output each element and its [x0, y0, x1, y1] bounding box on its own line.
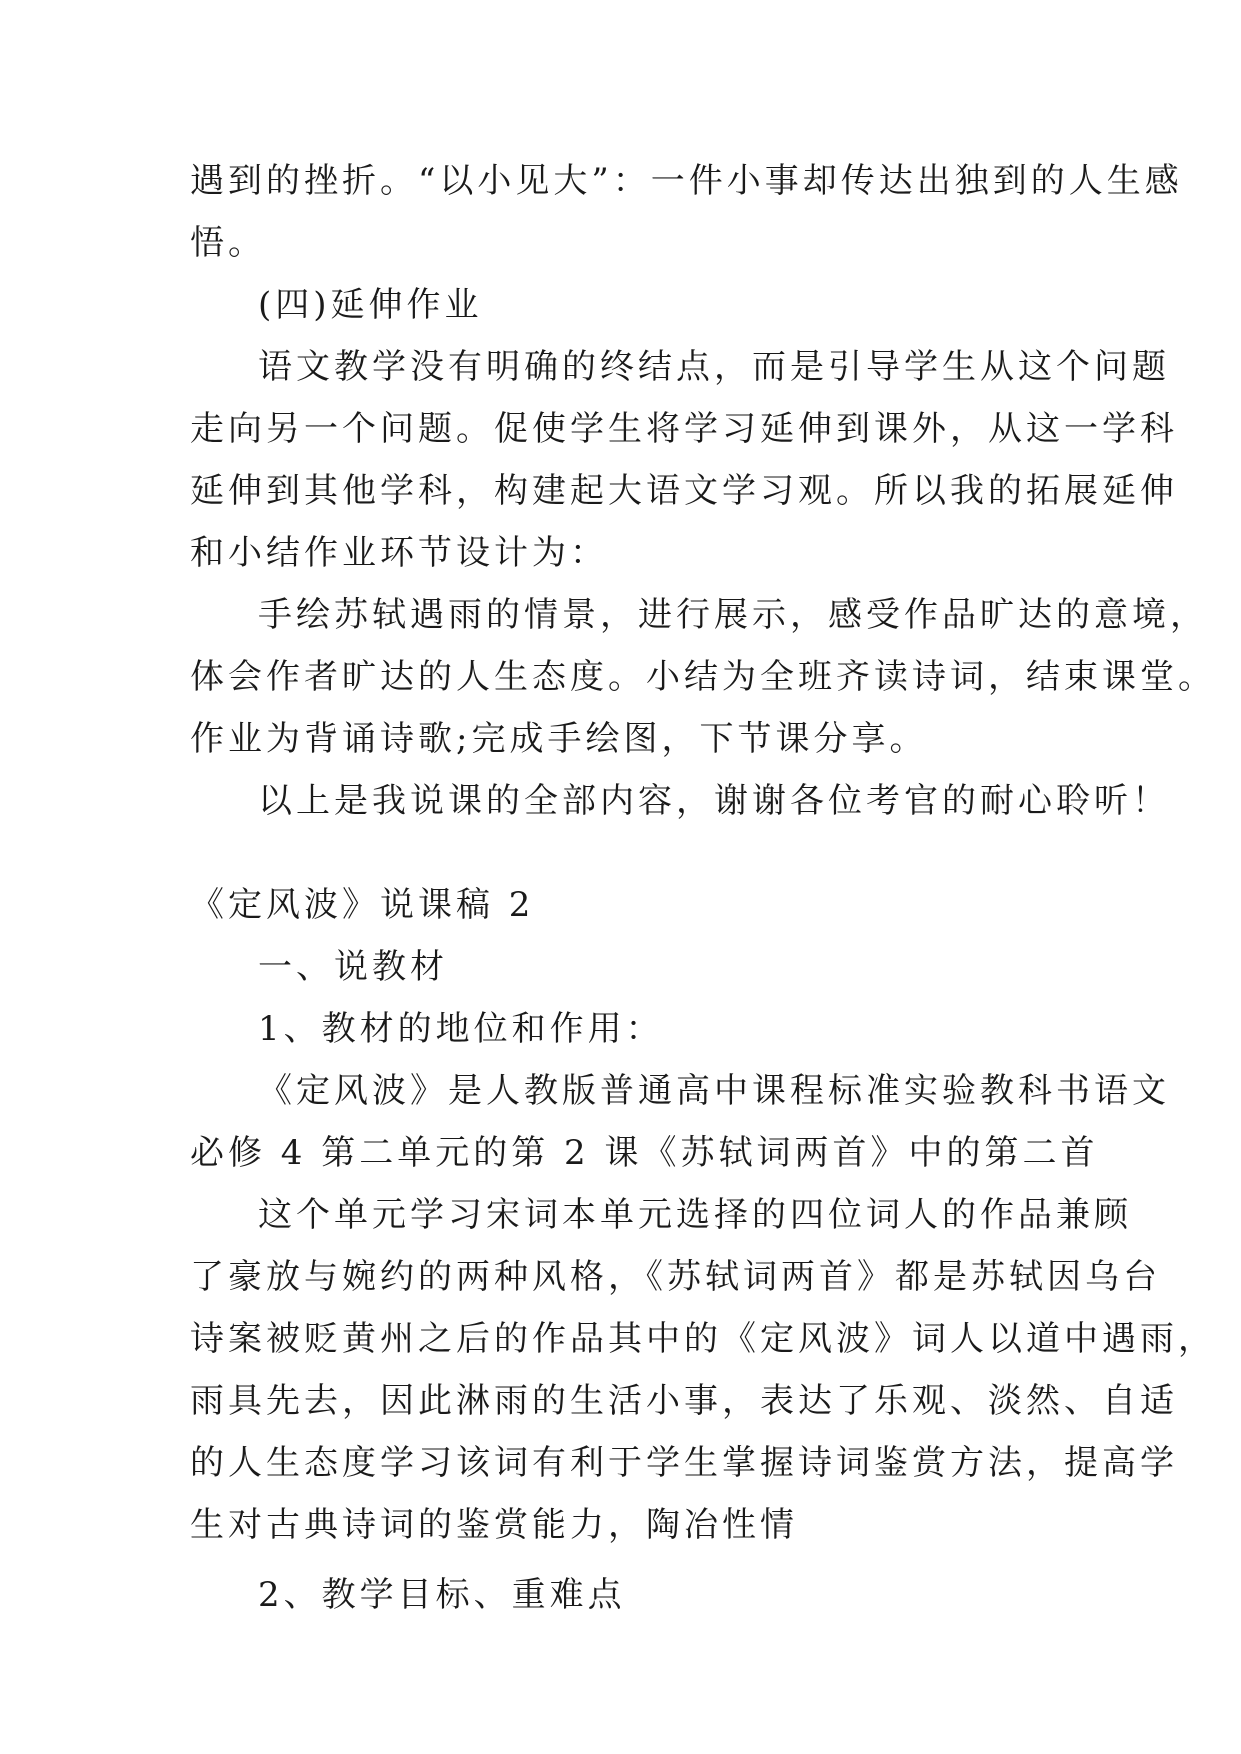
- text-line: (四)延伸作业: [258, 285, 483, 325]
- paragraph: [190, 1184, 1216, 1556]
- text-line: 的人生态度学习该词有利于学生掌握诗词鉴赏方法，提高学: [190, 1443, 1178, 1483]
- text-line: 走向另一个问题。促使学生将学习延伸到课外，从这一学科: [190, 409, 1178, 449]
- text-line: 手绘苏轼遇雨的情景，进行展示，感受作品旷达的意境，: [258, 595, 1208, 635]
- paragraph: [190, 336, 1178, 584]
- text-line: 体会作者旷达的人生态度。小结为全班齐读诗词，结束课堂。: [190, 657, 1216, 697]
- paragraph: [190, 1060, 1170, 1184]
- paragraph: [190, 150, 1183, 274]
- section-title: [190, 874, 1050, 936]
- text-line: 和小结作业环节设计为：: [190, 533, 608, 573]
- text-line: 了豪放与婉约的两种风格，《苏轼词两首》都是苏轼因乌台: [190, 1257, 1161, 1297]
- text-line: 《定风波》是人教版普通高中课程标准实验教科书语文: [258, 1071, 1170, 1111]
- subheading-extension-homework: [190, 274, 1050, 336]
- text-line: 悟。: [190, 223, 266, 263]
- text-line: 作业为背诵诗歌;完成手绘图，下节课分享。: [190, 719, 928, 759]
- document-page: [190, 150, 1216, 1626]
- text-line: 生对古典诗词的鉴赏能力，陶冶性情: [190, 1505, 798, 1545]
- text-line: 这个单元学习宋词本单元选择的四位词人的作品兼顾: [258, 1195, 1132, 1235]
- text-line: 1、教材的地位和作用：: [258, 1009, 664, 1049]
- text-line: 《定风波》说课稿 2: [190, 885, 535, 925]
- text-line: 雨具先去，因此淋雨的生活小事，表达了乐观、淡然、自适: [190, 1381, 1178, 1421]
- text-line: 2、教学目标、重难点: [258, 1575, 626, 1615]
- text-line: 语文教学没有明确的终结点，而是引导学生从这个问题: [258, 347, 1170, 387]
- text-line: 诗案被贬黄州之后的作品其中的《定风波》词人以道中遇雨，: [190, 1319, 1216, 1359]
- paragraph: [190, 584, 1216, 770]
- text-line: 延伸到其他学科，构建起大语文学习观。所以我的拓展延伸: [190, 471, 1178, 511]
- subheading-objectives: [190, 1564, 1050, 1626]
- subheading-status-role: [190, 998, 1050, 1060]
- text-line: 遇到的挫折。“以小见大”：一件小事却传达出独到的人生感: [190, 161, 1183, 201]
- subheading-textbook: [190, 936, 1050, 998]
- text-line: 以上是我说课的全部内容，谢谢各位考官的耐心聆听！: [258, 781, 1170, 821]
- text-line: 一、说教材: [258, 947, 448, 987]
- text-line: 必修 4 第二单元的第 2 课《苏轼词两首》中的第二首: [190, 1133, 1099, 1173]
- paragraph: [190, 770, 1170, 832]
